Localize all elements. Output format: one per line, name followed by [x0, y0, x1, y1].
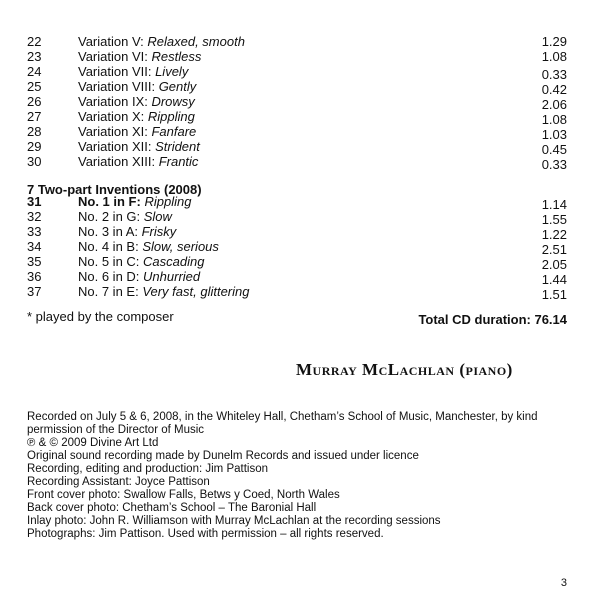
total-duration: Total CD duration: 76.14	[418, 312, 567, 327]
track-number: 34	[27, 239, 42, 254]
track-duration: 0.33	[541, 157, 567, 172]
track-title-tempo: Slow	[143, 209, 172, 224]
credit-line: Photographs: Jim Pattison. Used with permission – all rights reserved.	[27, 528, 384, 540]
track-row	[0, 209, 600, 225]
track-title-tempo: Slow, serious	[142, 239, 219, 254]
track-number: 31	[27, 194, 42, 209]
track-number: 37	[27, 284, 42, 299]
track-title-tempo: Unhurried	[143, 269, 201, 284]
track-title-tempo: Rippling	[147, 109, 195, 124]
track-title	[78, 139, 200, 155]
credit-line: Inlay photo: John R. Williamson with Murray McLachlan at the recording sessions	[27, 515, 441, 527]
track-duration: 1.22	[541, 227, 567, 242]
page-number: 3	[560, 577, 567, 589]
track-title-tempo: Drowsy	[151, 94, 195, 109]
track-title-tempo: Very fast, glittering	[142, 284, 250, 299]
track-title-prefix: No. 2 in G:	[78, 209, 144, 224]
track-title	[78, 49, 201, 65]
track-row	[0, 79, 600, 95]
track-duration: 1.29	[541, 34, 567, 49]
track-title	[78, 254, 204, 270]
track-title-prefix: No. 4 in B:	[78, 239, 143, 254]
track-row	[0, 269, 600, 285]
track-title	[78, 154, 198, 170]
track-row	[0, 224, 600, 240]
track-number: 26	[27, 94, 42, 109]
footnote: * played by the composer	[27, 309, 174, 324]
track-title-tempo: Gently	[158, 79, 197, 94]
track-row	[0, 194, 600, 210]
track-title-tempo: Relaxed, smooth	[147, 34, 245, 49]
track-title	[78, 94, 195, 110]
track-number: 28	[27, 124, 42, 139]
track-title-prefix: Variation VI:	[78, 49, 152, 64]
track-title-prefix: No. 3 in A:	[78, 224, 142, 239]
recording-credits	[27, 411, 587, 541]
credit-line: Recorded on July 5 & 6, 2008, in the Whiteley Hall, Chetham’s School of Music, Manchester, by kind	[27, 411, 538, 423]
track-title	[78, 194, 191, 210]
track-number: 36	[27, 269, 42, 284]
track-title-prefix: No. 7 in E:	[78, 284, 143, 299]
track-row	[0, 34, 600, 50]
track-title	[78, 34, 245, 50]
track-number: 23	[27, 49, 42, 64]
track-number: 25	[27, 79, 42, 94]
track-title-tempo: Rippling	[144, 194, 192, 209]
track-duration: 0.45	[541, 142, 567, 157]
track-row	[0, 284, 600, 300]
track-title-tempo: Lively	[155, 64, 189, 79]
credit-line: Front cover photo: Swallow Falls, Betws y Coed, North Wales	[27, 489, 340, 501]
track-title	[78, 239, 219, 255]
track-row	[0, 64, 600, 80]
track-duration: 2.51	[541, 242, 567, 257]
track-number: 24	[27, 64, 42, 79]
credit-line: permission of the Director of Music	[27, 424, 205, 436]
track-title	[78, 269, 200, 285]
track-title	[78, 124, 196, 140]
credit-line: ℗ & © 2009 Divine Art Ltd	[27, 437, 159, 449]
track-title	[78, 64, 188, 80]
track-row	[0, 109, 600, 125]
track-title	[78, 109, 195, 125]
track-row	[0, 49, 600, 65]
track-title-prefix: Variation XIII:	[78, 154, 159, 169]
track-title	[78, 209, 172, 225]
track-title-tempo: Frantic	[158, 154, 199, 169]
track-duration: 0.42	[541, 82, 567, 97]
credit-line: Back cover photo: Chetham’s School – The Baronial Hall	[27, 502, 317, 514]
track-duration: 2.06	[541, 97, 567, 112]
track-title-prefix: Variation VII:	[78, 64, 156, 79]
track-title-prefix: No. 6 in D:	[78, 269, 144, 284]
track-row	[0, 239, 600, 255]
track-title-prefix: No. 1 in F:	[78, 194, 145, 209]
track-title-prefix: Variation V:	[78, 34, 148, 49]
track-duration: 1.51	[541, 287, 567, 302]
track-row	[0, 139, 600, 155]
track-number: 33	[27, 224, 42, 239]
track-number: 30	[27, 154, 42, 169]
track-title	[78, 224, 176, 240]
section-heading: 7 Two-part Inventions (2008)	[27, 182, 202, 197]
track-duration: 1.08	[541, 112, 567, 127]
track-title-prefix: Variation X:	[78, 109, 148, 124]
track-title-tempo: Frisky	[141, 224, 177, 239]
track-number: 32	[27, 209, 42, 224]
track-duration: 1.08	[541, 49, 567, 64]
track-title-prefix: Variation XII:	[78, 139, 156, 154]
credit-line: Original sound recording made by Dunelm Records and issued under licence	[27, 450, 419, 462]
track-title-tempo: Strident	[155, 139, 200, 154]
track-number: 29	[27, 139, 42, 154]
track-number: 27	[27, 109, 42, 124]
track-number: 22	[27, 34, 42, 49]
performer-credit: Murray McLachlan (piano)	[296, 360, 513, 379]
track-title-tempo: Fanfare	[151, 124, 197, 139]
credit-line: Recording Assistant: Joyce Pattison	[27, 476, 210, 488]
track-duration: 2.05	[541, 257, 567, 272]
credit-line: Recording, editing and production: Jim Pattison	[27, 463, 269, 475]
track-row	[0, 154, 600, 170]
track-title-tempo: Restless	[151, 49, 202, 64]
track-title-prefix: No. 5 in C:	[78, 254, 144, 269]
track-title-prefix: Variation IX:	[78, 94, 152, 109]
track-title	[78, 284, 250, 300]
track-row	[0, 124, 600, 140]
track-title-prefix: Variation XI:	[78, 124, 152, 139]
track-duration: 1.55	[541, 212, 567, 227]
track-duration: 1.14	[541, 197, 567, 212]
track-title	[78, 79, 196, 95]
track-duration: 0.33	[541, 67, 567, 82]
track-title-prefix: Variation VIII:	[78, 79, 159, 94]
track-duration: 1.44	[541, 272, 567, 287]
track-duration: 1.03	[541, 127, 567, 142]
track-title-tempo: Cascading	[143, 254, 205, 269]
track-row	[0, 254, 600, 270]
track-row	[0, 94, 600, 110]
track-number: 35	[27, 254, 42, 269]
